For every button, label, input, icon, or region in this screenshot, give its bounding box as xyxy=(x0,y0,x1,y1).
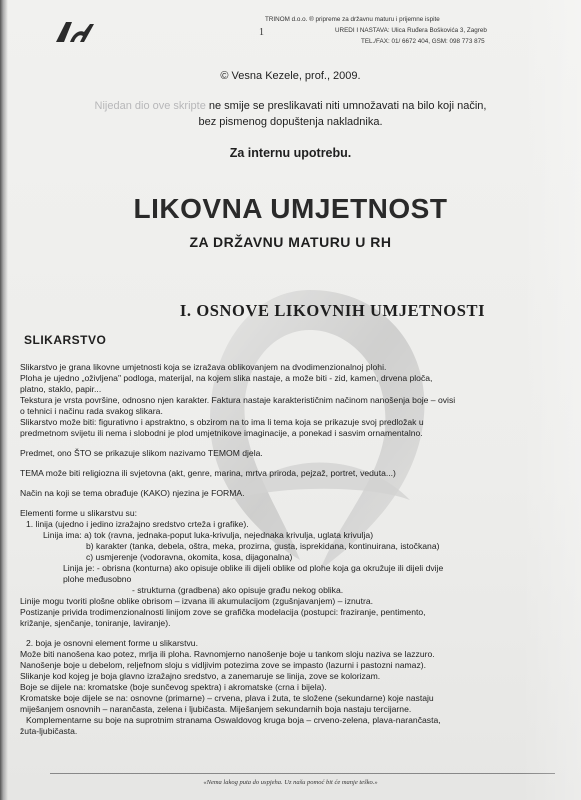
body-line: Elementi forme u slikarstvu su: xyxy=(20,508,138,518)
body-line: plohe međusobno xyxy=(63,574,132,584)
body-line: 1. linija (ujedno i jedino izražajno sredstvo crteža i grafike). xyxy=(26,519,249,529)
body-line: Linija je: - obrisna (konturna) ako opisuje oblike ili dijeli oblike od plohe koja ga okružuje ili dijeli dvije xyxy=(63,563,444,573)
ah-logo-icon xyxy=(50,18,100,48)
body-line: Komplementarne su boje na suprotnim stranama Oswaldovog kruga boja – crveno-zelena, plava-narančasta, xyxy=(26,715,441,725)
body-line: TEMA može biti religiozna ili svjetovna (akt, genre, marina, mrtva priroda, pejzaž, portret, veduta...) xyxy=(20,468,396,478)
body-line: predmetnom svijetu ili nema i slobodni je plod umjetnikove imaginacije, a ponekad i sasvim ornamentalno. xyxy=(20,428,423,438)
body-line: Ploha je ujedno „oživljena" podloga, materijal, na kojem slika nastaje, a može biti - zid, kamen, drvena ploča, xyxy=(20,373,433,383)
footer-divider xyxy=(50,773,555,774)
body-line: o tehnici i načinu rada svakog slikara. xyxy=(20,406,163,416)
body-line: Način na koji se tema obrađuje (KAKO) njezina je FORMA. xyxy=(20,488,245,498)
company-line-2: UREDI I NASTAVA: Ulica Ruđera Boškovića 3, Zagreb xyxy=(335,27,487,34)
body-text xyxy=(20,362,565,737)
document-subtitle: ZA DRŽAVNU MATURU U RH xyxy=(189,234,392,250)
company-info xyxy=(265,14,535,47)
company-line-1: TRINOM d.o.o. ® pripreme za državnu maturu i prijemne ispite xyxy=(265,16,440,23)
copy-notice-line-2: bez pismenog dopuštenja nakladnika. xyxy=(198,116,383,128)
body-line: križanje, sjenčanje, toniranje, laviranje). xyxy=(20,618,171,628)
body-line: platno, staklo, papir... xyxy=(20,384,102,394)
body-line: Linije mogu tvoriti plošne oblike obrisom – izvana ili akumulacijom (zgušnjavanjem) – iznutra. xyxy=(20,596,373,606)
body-line: Boje se dijele na: kromatske (boje sunčevog spektra) i akromatske (crna i bijela). xyxy=(20,682,327,692)
document-title: LIKOVNA UMJETNOST xyxy=(133,193,448,224)
body-line: Slikanje kod kojeg je boja glavno izražajno sredstvo, a zanemaruje se linija, zove se kolorizam. xyxy=(20,671,381,681)
body-line: žuta-ljubičasta. xyxy=(20,726,78,736)
body-line: c) usmjerenje (vodoravna, okomita, kosa, dijagonalna) xyxy=(86,552,293,562)
body-line: Slikarstvo je grana likovne umjetnosti koja se izražava oblikovanjem na dvodimenzionalnoj plohi. xyxy=(20,362,387,372)
copy-notice-line-1: Nijedan dio ove skripte ne smije se preslikavati niti umnožavati na bilo koji način, xyxy=(94,100,487,112)
body-line: Postizanje privida trodimenzionalnosti linijom zove se grafička modelacija (postupci: fraziranje, pentimento, xyxy=(20,607,426,617)
body-line: 2. boja je osnovni element forme u slikarstvu. xyxy=(26,638,198,648)
body-line: Kromatske boje dijele se na: osnovne (primarne) – crvena, plava i žuta, te složene (sekundarne) koje nastaju xyxy=(20,693,434,703)
company-line-3: TEL./FAX: 01/ 6672 404, GSM: 098 773 875 xyxy=(361,38,485,45)
footer-motto: «Nema lakog puta do uspjeha. Uz našu pomoć bit će manje teško.» xyxy=(203,779,378,786)
internal-use-label: Za internu upotrebu. xyxy=(229,146,352,160)
body-line: miješanjem osnovnih – narančasta, zelena i ljubičasta. Miješanjem sekundarnih boja nastaju tercijarne. xyxy=(20,704,412,714)
faded-text: Nijedan dio ove skripte xyxy=(94,100,206,112)
section-heading: I. OSNOVE LIKOVNIH UMJETNOSTI xyxy=(179,301,486,320)
scan-gloss xyxy=(521,0,581,800)
body-line: Tekstura je vrsta površine, odnosno njen karakter. Faktura nastaje karakterističnim načinom nanošenja boje – ovisi xyxy=(20,395,456,405)
body-line: Nanošenje boje u debelom, reljefnom sloju s vidljivim potezima zove se impasto (lazurni i pastozni namaz). xyxy=(20,660,427,670)
page-number: 1 xyxy=(259,27,264,38)
subsection-heading: SLIKARSTVO xyxy=(24,333,107,347)
body-line: Može biti nanošena kao potez, mrlja ili ploha. Ravnomjerno nanošenje boje u tankom sloju naziva se lazzuro. xyxy=(20,649,435,659)
body-line: Predmet, ono ŠTO se prikazuje slikom nazivamo TEMOM djela. xyxy=(20,448,263,458)
body-line: Linija ima: a) tok (ravna, jednaka-poput luka-krivulja, nejednaka krivulja, uglata krivulja) xyxy=(43,530,374,540)
body-line: Slikarstvo može biti: figurativno i apstraktno, s obzirom na to ima li tema koja se prikazuje svoj predložak u xyxy=(20,417,424,427)
copyright-line: © Vesna Kezele, prof., 2009. xyxy=(220,70,361,82)
body-line: b) karakter (tanka, debela, oštra, meka, prozirna, gusta, isprekidana, kontinuirana, istočkana) xyxy=(86,541,440,551)
body-line: - strukturna (gradbena) ako opisuje građu nekog oblika. xyxy=(132,585,344,595)
